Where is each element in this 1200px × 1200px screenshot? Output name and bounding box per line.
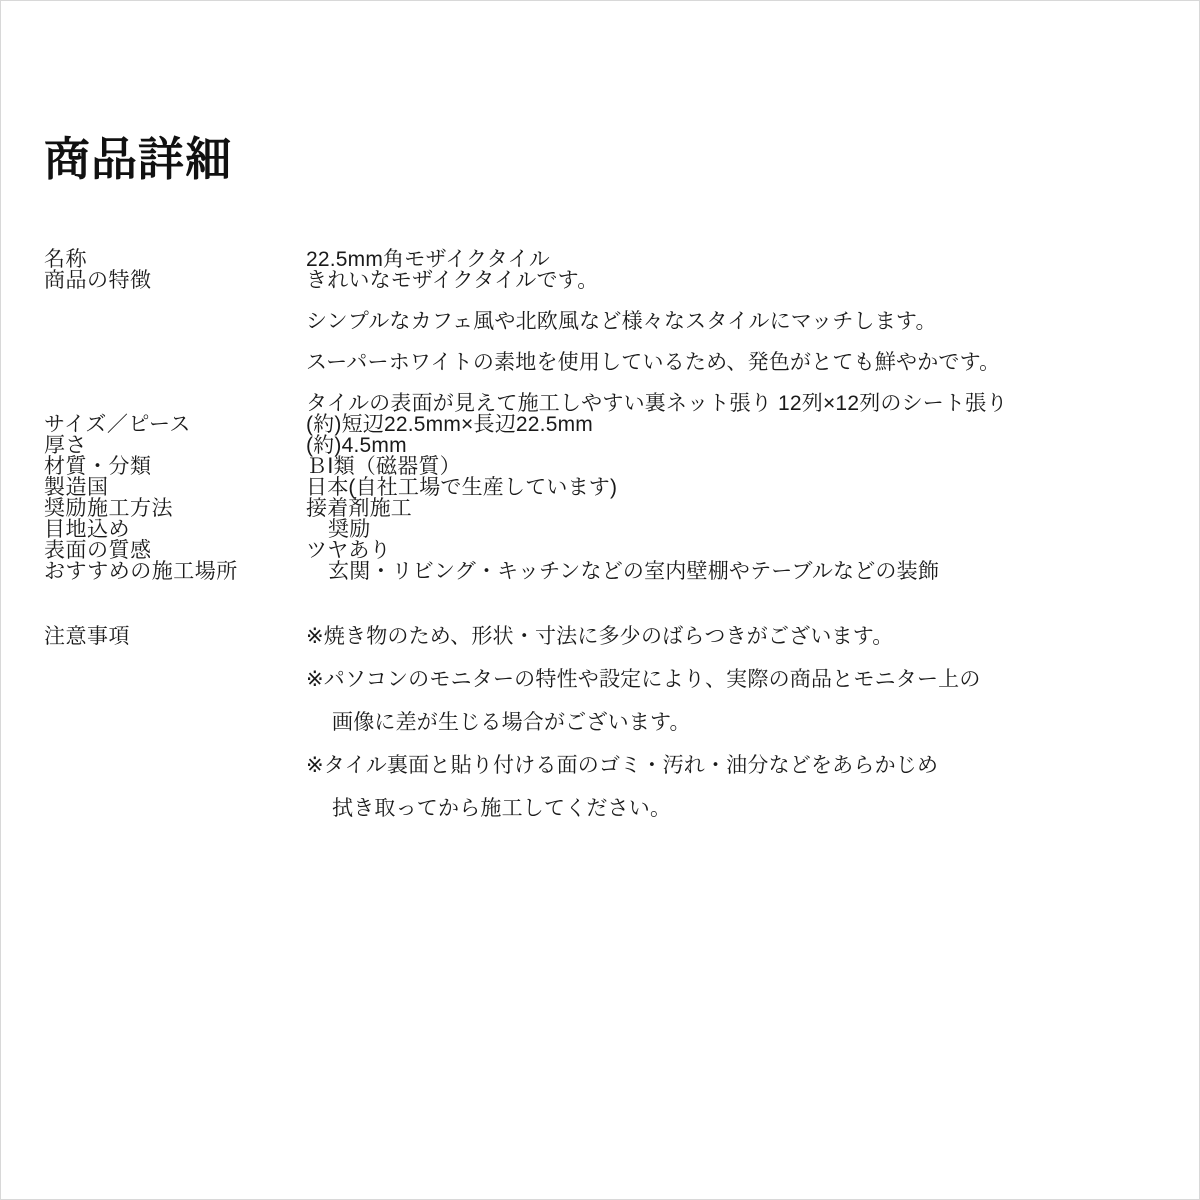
- spec-value-name: [306, 249, 1144, 270]
- table-row: [44, 249, 1144, 270]
- value-line: ＢⅠ類（磁器質）: [306, 455, 461, 479]
- value-line: タイルの表面が見えて施工しやすい裏ネット張り 12列×12列のシート張り: [306, 392, 1008, 416]
- specification-table: [44, 249, 1144, 841]
- spacer-cell-right: [306, 582, 1144, 626]
- spec-label-location: おすすめの施工場所: [44, 560, 238, 584]
- spec-value-texture: [306, 540, 1144, 561]
- notes-value: [306, 626, 1144, 841]
- spacer-row: [44, 582, 1144, 626]
- page-title: 商品詳細: [44, 133, 232, 185]
- table-row: [44, 435, 1144, 456]
- value-line: (約)4.5mm: [306, 434, 407, 458]
- spec-value-size: [306, 414, 1144, 435]
- table-row: [44, 270, 1144, 414]
- spec-value-thickness: [306, 435, 1144, 456]
- spec-label-material: 材質・分類: [44, 455, 152, 479]
- spec-value-method: [306, 498, 1144, 519]
- value-line: 接着剤施工: [306, 497, 412, 521]
- spec-value-grouting: [306, 519, 1144, 540]
- value-line: 日本(自社工場で生産しています): [306, 476, 618, 500]
- value-line: 画像に差が生じる場合がございます。: [332, 711, 691, 735]
- spec-label-method: 奨励施工方法: [44, 497, 173, 521]
- table-row: [44, 456, 1144, 477]
- value-line: ツヤあり: [306, 539, 391, 563]
- value-line: きれいなモザイクタイルです。: [306, 269, 599, 293]
- spec-label-name: 名称: [44, 248, 87, 272]
- spec-value-location: [306, 561, 1144, 582]
- spec-label-country: 製造国: [44, 476, 109, 500]
- table-row: [44, 626, 1144, 841]
- value-line: 奨励: [328, 518, 371, 542]
- value-line: ※タイル裏面と貼り付ける面のゴミ・汚れ・油分などをあらかじめ: [306, 754, 939, 778]
- spec-label-grouting: 目地込め: [44, 518, 130, 542]
- table-row: [44, 477, 1144, 498]
- value-line: 22.5mm角モザイクタイル: [306, 248, 550, 272]
- spec-value-country: [306, 477, 1144, 498]
- table-row: [44, 414, 1144, 435]
- spec-label-texture: 表面の質感: [44, 539, 152, 563]
- spec-label-thickness: 厚さ: [44, 434, 87, 458]
- notes-label: 注意事項: [44, 625, 130, 649]
- value-line: シンプルなカフェ風や北欧風など様々なスタイルにマッチします。: [306, 310, 937, 334]
- spacer-cell-left: [44, 582, 306, 626]
- spec-label-features: 商品の特徴: [44, 269, 152, 293]
- value-line: スーパーホワイトの素地を使用しているため、発色がとても鮮やかです。: [306, 351, 1001, 375]
- content-container: [44, 132, 1154, 841]
- table-row: [44, 561, 1144, 582]
- value-line: ※パソコンのモニターの特性や設定により、実際の商品とモニター上の: [306, 668, 981, 692]
- table-row: [44, 498, 1144, 519]
- table-row: [44, 540, 1144, 561]
- value-line: 玄関・リビング・キッチンなどの室内壁棚やテーブルなどの装飾: [328, 560, 940, 584]
- spec-value-material: [306, 456, 1144, 477]
- spec-label-size: サイズ／ピース: [44, 413, 191, 437]
- value-line: (約)短辺22.5mm×長辺22.5mm: [306, 413, 593, 437]
- value-line: 拭き取ってから施工してください。: [332, 797, 672, 821]
- spec-value-features: [306, 270, 1144, 414]
- value-line: ※焼き物のため、形状・寸法に多少のばらつきがございます。: [306, 625, 894, 649]
- table-row: [44, 519, 1144, 540]
